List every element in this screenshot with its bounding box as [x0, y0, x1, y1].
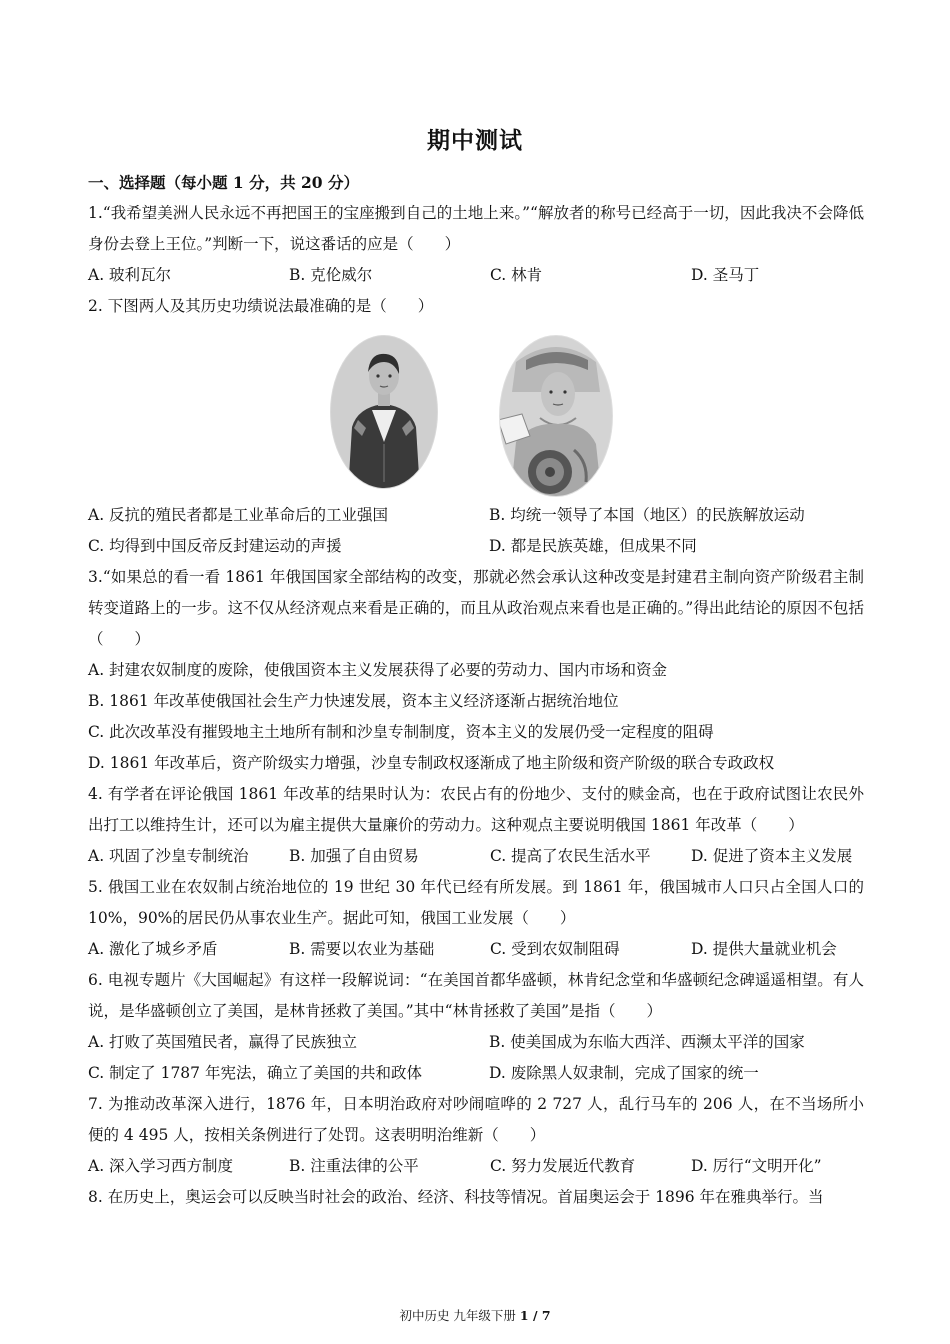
- option-b: B. 加强了自由贸易: [289, 847, 419, 865]
- option-b: B. 克伦威尔: [289, 266, 373, 284]
- question-list: [88, 198, 864, 1213]
- question-3: [88, 562, 864, 779]
- option-c: C. 制定了 1787 年宪法，确立了美国的共和政体: [88, 1064, 422, 1082]
- question-stem: 6. 电视专题片《大国崛起》有这样一段解说词：“在美国首都华盛顿，林肯纪念堂和华盛顿纪念碑遥遥相望。有人说，是华盛顿创立了美国，是林肯拯救了美国。”其中“林肯拯救了美国”是指（ ）: [88, 971, 864, 1020]
- option-row: [88, 500, 864, 531]
- option-a: A. 巩固了沙皇专制统治: [88, 847, 249, 865]
- option-d: D. 1861 年改革后，资产阶级实力增强，沙皇专制政权逐渐成了地主阶级和资产阶级的联合专政政权: [88, 754, 775, 772]
- question-stem: 8. 在历史上，奥运会可以反映当时社会的政治、经济、科技等情况。首届奥运会于 1896 年在雅典举行。当: [88, 1188, 824, 1206]
- option-b: B. 均统一领导了本国（地区）的民族解放运动: [489, 506, 805, 524]
- question-4: [88, 779, 864, 872]
- option-d: D. 圣马丁: [691, 266, 760, 284]
- option-b: B. 需要以农业为基础: [289, 940, 435, 958]
- option-d: D. 废除黑人奴隶制，完成了国家的统一: [489, 1064, 759, 1082]
- option-row: [88, 260, 864, 291]
- portrait-woman-image: [496, 332, 616, 500]
- question-stem: 7. 为推动改革深入进行，1876 年，日本明治政府对吵闹喧哗的 2 727 人，乱行马车的 206 人，在不当场所小便的 4 495 人，按相关条例进行了处罚。这表明明治维新（ ）: [88, 1095, 864, 1144]
- portrait-man-image: [328, 332, 440, 492]
- option-c: C. 受到农奴制阻碍: [490, 940, 620, 958]
- question-stem: 4. 有学者在评论俄国 1861 年改革的结果时认为：农民占有的份地少、支付的赎金高，也在于政府试图让农民外出打工以维持生计，还可以为雇主提供大量廉价的劳动力。这种观点主要说明俄国 1861 年改革（ ）: [88, 785, 864, 834]
- question-1: [88, 198, 864, 291]
- option-b: B. 注重法律的公平: [289, 1157, 419, 1175]
- option-d: D. 厉行“文明开化”: [691, 1157, 822, 1175]
- option-d: D. 提供大量就业机会: [691, 940, 837, 958]
- portrait-figures: [88, 324, 864, 500]
- question-stem: 1.“我希望美洲人民永远不再把国王的宝座搬到自己的土地上来。”“解放者的称号已经高于一切，因此我决不会降低身份去登上王位。”判断一下，说这番话的应是（ ）: [88, 204, 864, 253]
- option-c: C. 此次改革没有摧毁地主土地所有制和沙皇专制制度，资本主义的发展仍受一定程度的阻碍: [88, 723, 714, 741]
- section-heading: 一、选择题（每小题 1 分，共 20 分）: [88, 173, 359, 192]
- question-stem: 2. 下图两人及其历史功绩说法最准确的是（ ）: [88, 297, 434, 315]
- option-row: [88, 841, 864, 872]
- option-row: [88, 1027, 864, 1058]
- option-row: [88, 934, 864, 965]
- option-c: C. 林肯: [490, 266, 543, 284]
- page-title: 期中测试: [427, 127, 523, 154]
- option-c: C. 提高了农民生活水平: [490, 847, 651, 865]
- option-d: D. 都是民族英雄，但成果不同: [489, 537, 697, 555]
- option-a: A. 封建农奴制度的废除，使俄国资本主义发展获得了必要的劳动力、国内市场和资金: [88, 661, 668, 679]
- question-stem: 5. 俄国工业在农奴制占统治地位的 19 世纪 30 年代已经有所发展。到 1861 年，俄国城市人口只占全国人口的 10%，90%的居民仍从事农业生产。据此可知，俄国工业发展（ ）: [88, 878, 864, 927]
- option-row: [88, 1058, 864, 1089]
- option-row: [88, 1151, 864, 1182]
- question-8: [88, 1182, 864, 1213]
- page-footer: [0, 1306, 950, 1324]
- option-row: [88, 531, 864, 562]
- question-5: [88, 872, 864, 965]
- option-a: A. 玻利瓦尔: [88, 266, 172, 284]
- option-a: A. 深入学习西方制度: [88, 1157, 234, 1175]
- question-7: [88, 1089, 864, 1182]
- option-a: A. 反抗的殖民者都是工业革命后的工业强国: [88, 506, 389, 524]
- option-a: A. 打败了英国殖民者，赢得了民族独立: [88, 1033, 358, 1051]
- question-6: [88, 965, 864, 1089]
- option-c: C. 均得到中国反帝反封建运动的声援: [88, 537, 342, 555]
- option-c: C. 努力发展近代教育: [490, 1157, 636, 1175]
- question-stem: 3.“如果总的看一看 1861 年俄国国家全部结构的改变，那就必然会承认这种改变是封建君主制向资产阶级君主制转变道路上的一步。这不仅从经济观点来看是正确的，而且从政治观点来看也是正确的。”得出此结论的原因不包括（ ）: [88, 568, 864, 648]
- page-number: 1 / 7: [519, 1308, 551, 1323]
- option-d: D. 促进了资本主义发展: [691, 847, 853, 865]
- option-b: B. 1861 年改革使俄国社会生产力快速发展，资本主义经济逐渐占据统治地位: [88, 692, 619, 710]
- option-a: A. 激化了城乡矛盾: [88, 940, 218, 958]
- question-2: [88, 291, 864, 562]
- footer-subject: 初中历史 九年级下册: [399, 1308, 520, 1323]
- option-b: B. 使美国成为东临大西洋、西濒太平洋的国家: [489, 1033, 805, 1051]
